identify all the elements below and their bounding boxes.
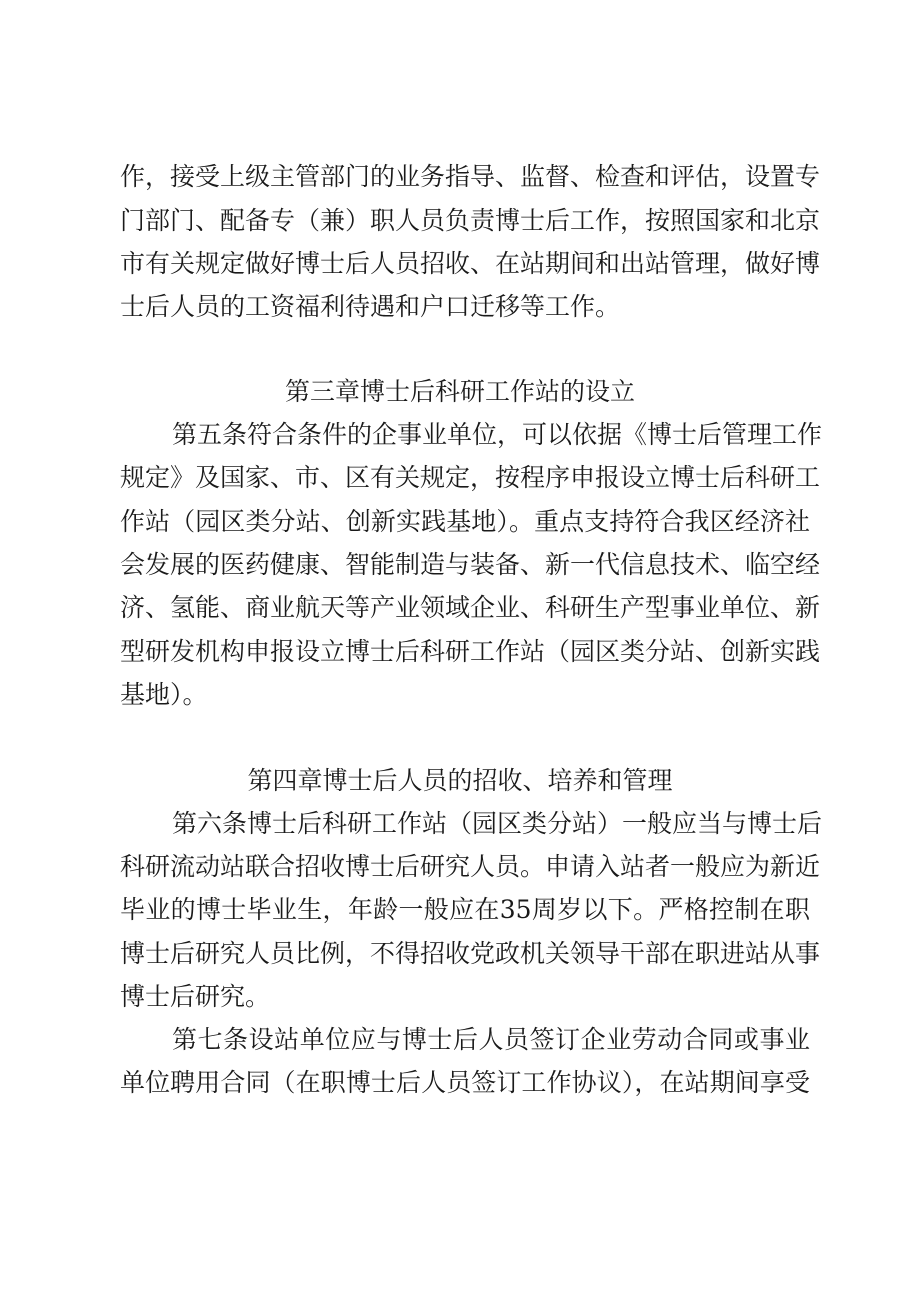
article-6-line: 博士后研究人员比例，不得招收党政机关领导干部在职进站从事 <box>120 939 821 968</box>
article-5-line: 型研发机构申报设立博士后科研工作站（园区类分站、创新实践 <box>120 637 821 666</box>
article-7-line: 单位聘用合同（在职博士后人员签订工作协议），在站期间享受 <box>120 1068 810 1097</box>
article-5-line: 作站（园区类分站、创新实践基地）。重点支持符合我区经济社 <box>120 507 810 536</box>
article-6-line: 毕业的博士毕业生，年龄一般应在35周岁以下。严格控制在职 <box>120 895 810 924</box>
article-5-line: 规定》及国家、市、区有关规定，按程序申报设立博士后科研工 <box>120 463 821 492</box>
paragraph-line: 市有关规定做好博士后人员招收、在站期间和出站管理，做好博 <box>120 249 821 278</box>
chapter-3-title: 第三章博士后科研工作站的设立 <box>284 377 635 406</box>
paragraph-line: 士后人员的工资福利待遇和户口迁移等工作。 <box>120 292 621 321</box>
article-7-line: 第七条设站单位应与博士后人员签订企业劳动合同或事业 <box>172 1025 810 1054</box>
article-6-line: 博士后研究。 <box>120 982 271 1011</box>
chapter-4-title: 第四章博士后人员的招收、培养和管理 <box>247 766 673 795</box>
article-5-line: 济、氢能、商业航天等产业领域企业、科研生产型事业单位、新 <box>120 593 821 622</box>
paragraph-line: 门部门、配备专（兼）职人员负责博士后工作，按照国家和北京 <box>120 206 821 235</box>
article-5-line: 第五条符合条件的企事业单位，可以依据《博士后管理工作 <box>172 420 823 449</box>
article-5-line: 会发展的医药健康、智能制造与装备、新一代信息技术、临空经 <box>120 550 821 579</box>
article-6-line: 科研流动站联合招收博士后研究人员。申请入站者一般应为新近 <box>120 852 821 881</box>
article-5-line: 基地）。 <box>120 680 208 709</box>
article-6-line: 第六条博士后科研工作站（园区类分站）一般应当与博士后 <box>172 809 823 838</box>
paragraph-line: 作，接受上级主管部门的业务指导、监督、检查和评估，设置专 <box>120 162 821 191</box>
